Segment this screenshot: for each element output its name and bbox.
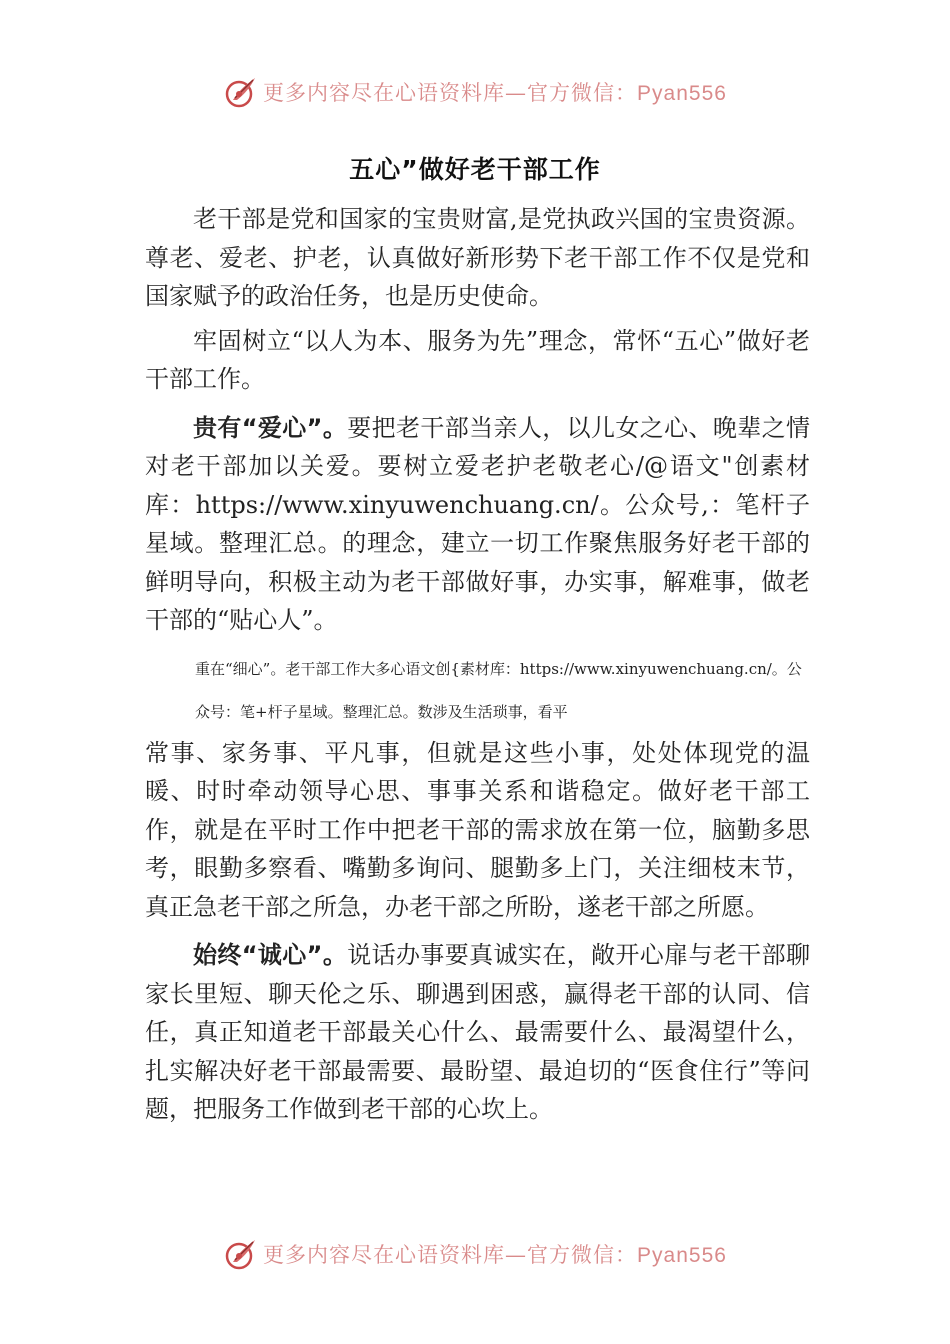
sincere-paragraph <box>145 936 810 1129</box>
intro-paragraph: 老干部是党和国家的宝贵财富,是党执政兴国的宝贵资源。尊老、爱老、护老，认真做好新形势下老干部工作不仅是党和国家赋予的政治任务，也是历史使命。 <box>145 205 810 310</box>
quill-pen-logo-icon <box>223 1236 259 1272</box>
detail-continued-paragraph: 常事、家务事、平凡事，但就是这些小事，处处体现党的温暖、时时牵动领导心思、事事关系和谐稳定。做好老干部工作，就是在平时工作中把老干部的需求放在第一位，脑勤多思考，眼勤多察看、嘴勤多询问、腿勤多上门，关注细枝末节，真正急老干部之所急，办老干部之所盼，遂老干部之所愿。 <box>145 738 810 921</box>
header-watermark-banner <box>0 70 950 114</box>
love-body: 要把老干部当亲人，以儿女之心、晚辈之情对老干部加以关爱。要树立爱老护老敬老心/@语文"创素材库：https://www.xinyuwenchuang.cn/。公众号,：笔杆子星域。整理汇总。的理念，建立一切工作聚焦服务好老干部的鲜明导向，积极主动为老干部做好事，办实事，解难事，做老干部的“贴心人”。 <box>145 413 811 634</box>
detail-small-text: 重在“细心”。老干部工作大多心语文创{素材库：https://www.xinyuwenchuang.cn/。公众号：笔+杆子星域。整理汇总。数涉及生活琐事，看平 <box>195 659 802 721</box>
love-heading: 贵有“爱心”。 <box>193 413 348 442</box>
watermark-text: 更多内容尽在心语资料库—官方微信：Pyan556 <box>263 81 727 105</box>
footer-watermark-banner <box>0 1232 950 1276</box>
theme-paragraph: 牢固树立“以人为本、服务为先”理念，常怀“五心”做好老干部工作。 <box>145 326 810 393</box>
watermark-text: 更多内容尽在心语资料库—官方微信：Pyan556 <box>263 1243 727 1267</box>
quill-pen-logo-icon <box>223 74 259 110</box>
document-title: 五心”做好老干部工作 <box>349 155 601 184</box>
sincere-heading: 始终“诚心”。 <box>193 941 348 969</box>
love-paragraph <box>145 409 810 640</box>
document-body <box>145 200 810 1135</box>
sincere-body: 说话办事要真诚实在，敞开心扉与老干部聊家长里短、聊天伦之乐、聊遇到困惑，赢得老干部的认同、信任，真正知道老干部最关心什么、最需要什么、最渴望什么，扎实解决好老干部最需要、最盼望、最迫切的“医食住行”等问题，把服务工作做到老干部的心坎上。 <box>145 941 811 1123</box>
